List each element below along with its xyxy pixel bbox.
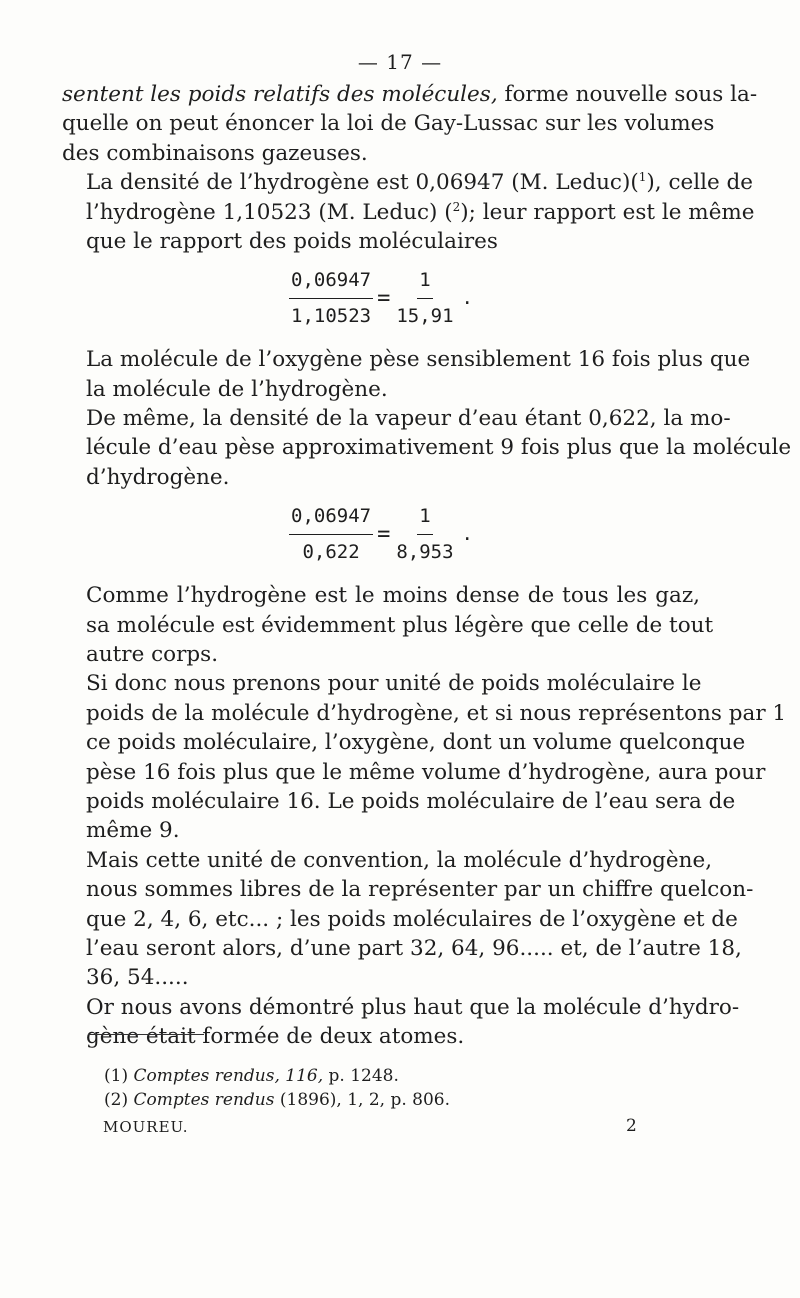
footnote	[104, 1064, 450, 1088]
text-fragment: ); leur rapport est le même	[460, 199, 755, 225]
paragraph	[62, 168, 755, 256]
paragraph	[62, 993, 740, 1052]
text-line: pèse 16 fois plus que le même volume d’hydrogène, aura pour	[86, 759, 766, 785]
denominator: 1,10523	[291, 304, 372, 327]
text-line: que le rapport des poids moléculaires	[86, 229, 498, 255]
footnote-source: Comptes rendus	[133, 1090, 275, 1110]
formula	[62, 266, 700, 331]
fraction	[289, 502, 373, 567]
formula-period: .	[461, 522, 473, 545]
text-line: La molécule de l’oxygène pèse sensiblement 16 fois plus que	[86, 347, 751, 373]
numerator: 0,06947	[289, 502, 373, 534]
text-line: gène était formée de deux atomes.	[86, 1024, 465, 1050]
footnote-divider	[88, 1034, 204, 1035]
paragraph	[62, 669, 787, 845]
text-line: même 9.	[86, 818, 180, 844]
formula-period: .	[461, 287, 473, 310]
text-line: Or nous avons démontré plus haut que la molécule d’hydro-	[86, 994, 740, 1020]
text-line: autre corps.	[86, 641, 219, 667]
text-line: sa molécule est évidemment plus légère que celle de tout	[86, 612, 714, 638]
text-line: forme nouvelle sous la-	[497, 82, 758, 107]
numerator: 0,06947	[289, 266, 373, 298]
text-line: d’hydrogène.	[86, 464, 230, 490]
text-line: lécule d’eau pèse approximativement 9 fois plus que la molécule	[86, 435, 792, 461]
footnote-reference: p. 1248.	[323, 1066, 399, 1086]
footnote-mark: (2)	[104, 1090, 129, 1110]
equals-sign: =	[377, 521, 391, 547]
equals-sign: =	[377, 286, 391, 312]
text-fragment: ), celle de	[646, 170, 754, 196]
text-line: l’eau seront alors, d’une part 32, 64, 96..... et, de l’autre 18,	[86, 935, 742, 961]
denominator: 15,91	[396, 304, 454, 327]
text-line: poids de la molécule d’hydrogène, et si nous représentons par 1	[86, 700, 787, 726]
denominator: 0,622	[302, 540, 360, 563]
text-fragment: La densité de l’hydrogène est 0,06947 (M. Leduc)(	[86, 170, 639, 196]
numerator: 1	[417, 502, 432, 534]
footnote-source: Comptes rendus,	[133, 1066, 280, 1086]
footnote-ref: 1	[638, 170, 647, 185]
author-signature-line: MOUREU.	[103, 1118, 189, 1136]
denominator: 8,953	[396, 540, 454, 563]
paragraph	[62, 80, 758, 168]
paragraph	[62, 581, 714, 669]
text-line: De même, la densité de la vapeur d’eau étant 0,622, la mo-	[86, 406, 731, 432]
text-line: ce poids moléculaire, l’oxygène, dont un volume quelconque	[86, 730, 746, 756]
numerator: 1	[417, 266, 432, 298]
italic-phrase: sentent les poids relatifs des molécules,	[62, 82, 498, 107]
fraction	[394, 266, 455, 331]
text-line: Mais cette unité de convention, la molécule d’hydrogène,	[86, 847, 713, 873]
text-fragment: l’hydrogène 1,10523 (M. Leduc) (	[86, 199, 453, 225]
body-text	[62, 80, 792, 1052]
footnote-volume: 116,	[285, 1066, 324, 1086]
paragraph	[62, 846, 754, 993]
text-line: que 2, 4, 6, etc... ; les poids moléculaires de l’oxygène et de	[86, 906, 738, 932]
paragraph	[62, 345, 751, 404]
text-line: 36, 54.....	[86, 965, 189, 991]
text-line: Comme l’hydrogène est le moins dense de tous les gaz,	[86, 583, 700, 609]
fraction	[289, 266, 373, 331]
gathering-signature: 2	[626, 1116, 637, 1136]
footnote-reference: (1896), 1, 2, p. 806.	[274, 1090, 450, 1110]
fraction	[394, 502, 455, 567]
footnote-mark: (1)	[104, 1066, 129, 1086]
page-number: — 17 —	[357, 50, 443, 74]
text-line: Si donc nous prenons pour unité de poids moléculaire le	[86, 671, 702, 697]
footnotes	[104, 1064, 450, 1112]
footnote-ref: 2	[452, 199, 461, 214]
text-line: poids moléculaire 16. Le poids moléculaire de l’eau sera de	[86, 788, 736, 814]
formula	[62, 502, 700, 567]
text-line: des combinaisons gazeuses.	[62, 140, 368, 166]
text-line: quelle on peut énoncer la loi de Gay-Lussac sur les volumes	[62, 111, 715, 137]
footnote	[104, 1088, 450, 1112]
text-line: nous sommes libres de la représenter par un chiffre quelcon-	[86, 877, 754, 903]
paragraph	[62, 404, 792, 492]
text-line: la molécule de l’hydrogène.	[86, 376, 388, 402]
